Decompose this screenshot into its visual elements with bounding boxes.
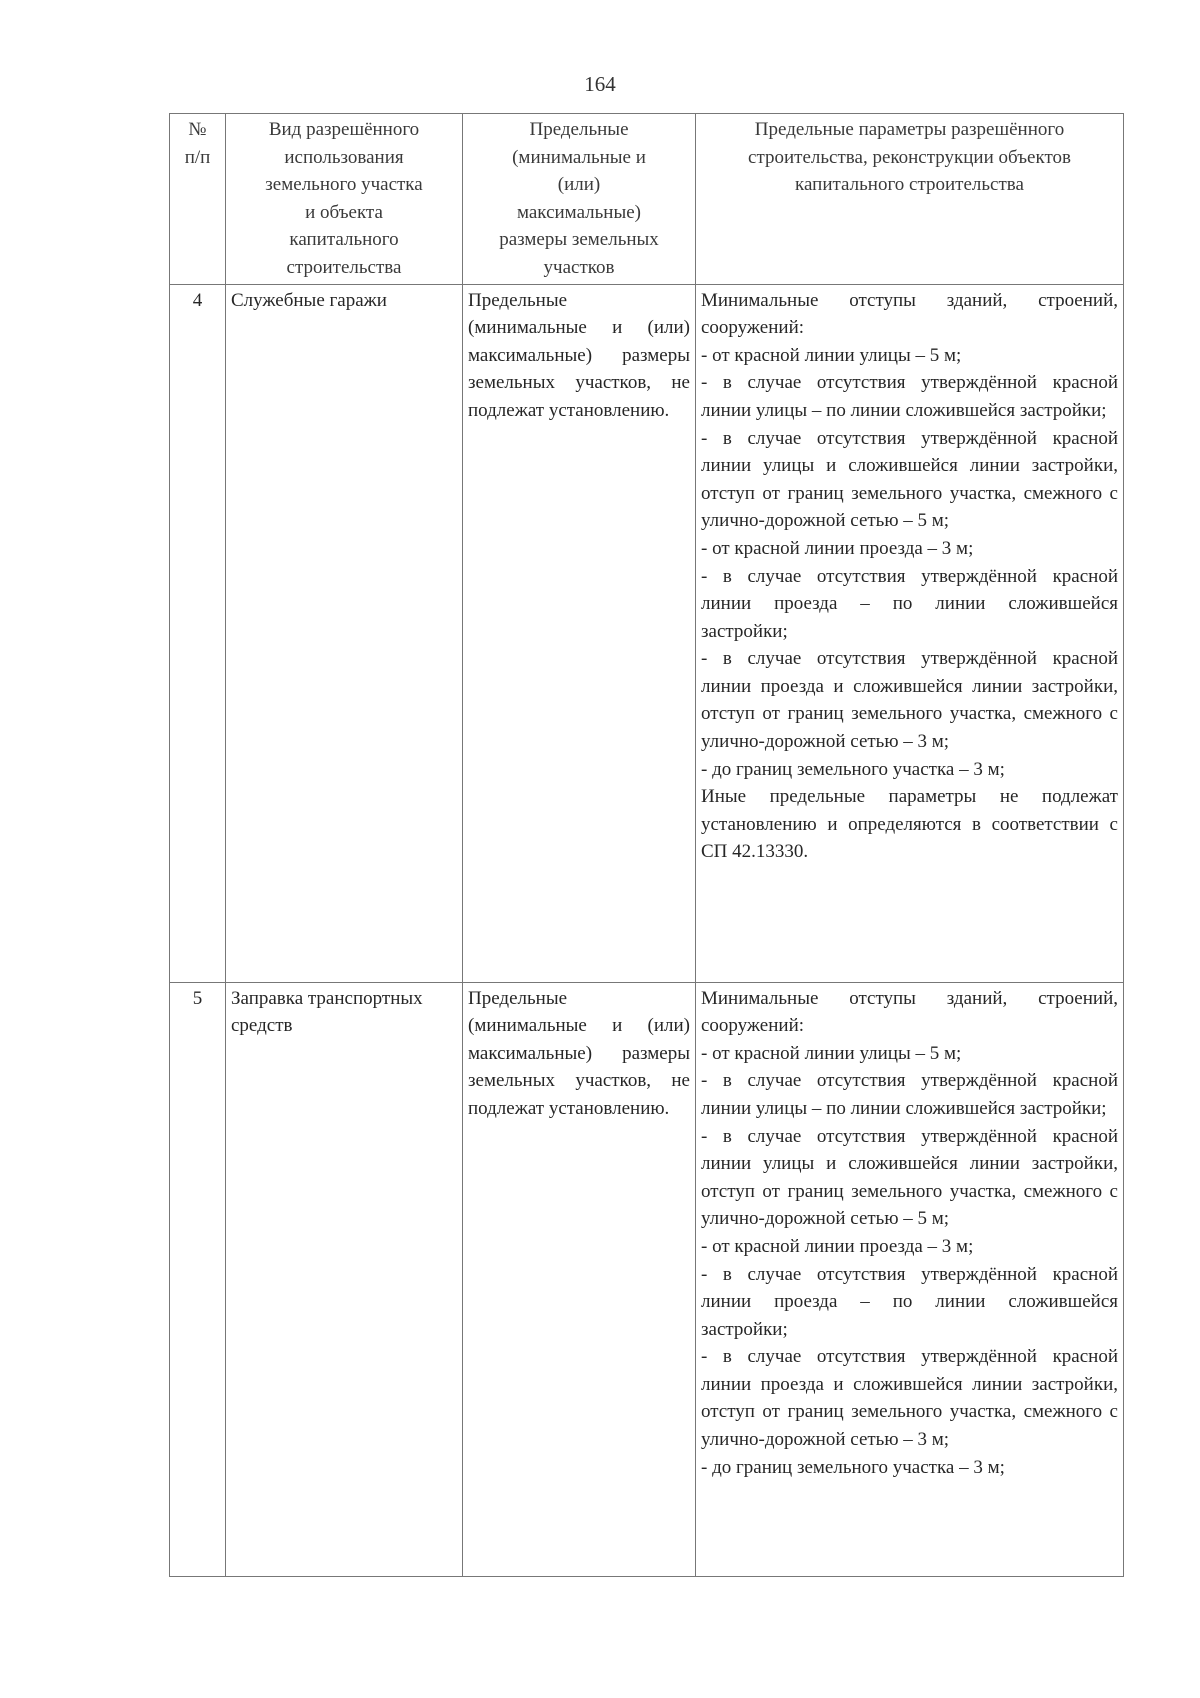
row-plot-size: Предельные (минимальные и (или) максимальные) размеры земельных участков, не подлежат установлению. — [463, 982, 696, 1576]
param-item: - в случае отсутствия утверждённой красной линии проезда – по линии сложившейся застройки; — [701, 565, 1118, 642]
row-params — [696, 284, 1124, 982]
param-item: - до границ земельного участка – 3 м; — [701, 1456, 1005, 1478]
table-header-row — [170, 114, 1124, 285]
param-item: Иные предельные параметры не подлежат установлению и определяются в соответствии с СП 42.13330. — [701, 786, 1118, 863]
header-use-type — [226, 114, 463, 285]
header-plot-size — [463, 114, 696, 285]
param-item: - в случае отсутствия утверждённой красной линии улицы и сложившейся линии застройки, отступ от границ земельного участка, смежного с улично-дорожной сетью – 5 м; — [701, 427, 1118, 532]
param-item: - в случае отсутствия утверждённой красной линии улицы – по линии сложившейся застройки; — [701, 1070, 1118, 1119]
param-item: - в случае отсутствия утверждённой красной линии проезда – по линии сложившейся застройки; — [701, 1263, 1118, 1340]
header-number-line: № — [188, 119, 207, 140]
row-use-type: Служебные гаражи — [226, 284, 463, 982]
param-item: - до границ земельного участка – 3 м; — [701, 758, 1005, 780]
header-use-type-line: использования — [284, 146, 404, 168]
row-plot-size: Предельные (минимальные и (или) максимальные) размеры земельных участков, не подлежат установлению. — [463, 284, 696, 982]
header-plot-size-line: размеры земельных — [499, 229, 659, 251]
header-params-line: капитального строительства — [795, 174, 1024, 196]
param-item: Минимальные отступы зданий, строений, сооружений: — [701, 289, 1118, 339]
header-plot-size-line: (минимальные и — [512, 146, 646, 168]
header-use-type-line: Вид разрешённого — [268, 119, 420, 140]
header-use-type-line: строительства — [286, 256, 402, 278]
header-params-line: Предельные параметры разрешённого — [754, 119, 1065, 140]
header-params-line: строительства, реконструкции объектов — [748, 146, 1071, 168]
header-use-type-line: капитального — [289, 229, 399, 251]
header-use-type-line: земельного участка — [265, 174, 423, 196]
header-params — [696, 114, 1124, 285]
param-item: - от красной линии проезда – 3 м; — [701, 537, 974, 559]
header-plot-size-line: участков — [543, 256, 615, 278]
page-number: 164 — [584, 72, 616, 96]
header-number — [170, 114, 226, 285]
param-item: Минимальные отступы зданий, строений, сооружений: — [701, 987, 1118, 1037]
param-item: - в случае отсутствия утверждённой красной линии улицы – по линии сложившейся застройки; — [701, 372, 1118, 421]
row-number: 4 — [170, 284, 226, 982]
header-use-type-line: и объекта — [305, 201, 383, 223]
regulations-table — [169, 113, 1124, 1577]
header-number-line: п/п — [184, 146, 211, 168]
header-plot-size-line: Предельные — [529, 119, 629, 140]
header-plot-size-line: максимальные) — [516, 201, 642, 223]
param-item: - от красной линии проезда – 3 м; — [701, 1235, 974, 1257]
row-number: 5 — [170, 982, 226, 1576]
row-use-type: Заправка транспортных средств — [226, 982, 463, 1576]
table-row — [170, 284, 1124, 982]
row-params — [696, 982, 1124, 1576]
param-item: - в случае отсутствия утверждённой красной линии проезда и сложившейся линии застройки, отступ от границ земельного участка, смежного с улично-дорожной сетью – 3 м; — [701, 1346, 1118, 1451]
param-item: - в случае отсутствия утверждённой красной линии улицы и сложившейся линии застройки, отступ от границ земельного участка, смежного с улично-дорожной сетью – 5 м; — [701, 1125, 1118, 1230]
param-item: - от красной линии улицы – 5 м; — [701, 344, 962, 366]
table-row — [170, 982, 1124, 1576]
header-plot-size-line: (или) — [557, 174, 601, 196]
param-item: - в случае отсутствия утверждённой красной линии проезда и сложившейся линии застройки, отступ от границ земельного участка, смежного с улично-дорожной сетью – 3 м; — [701, 648, 1118, 753]
param-item: - от красной линии улицы – 5 м; — [701, 1042, 962, 1064]
